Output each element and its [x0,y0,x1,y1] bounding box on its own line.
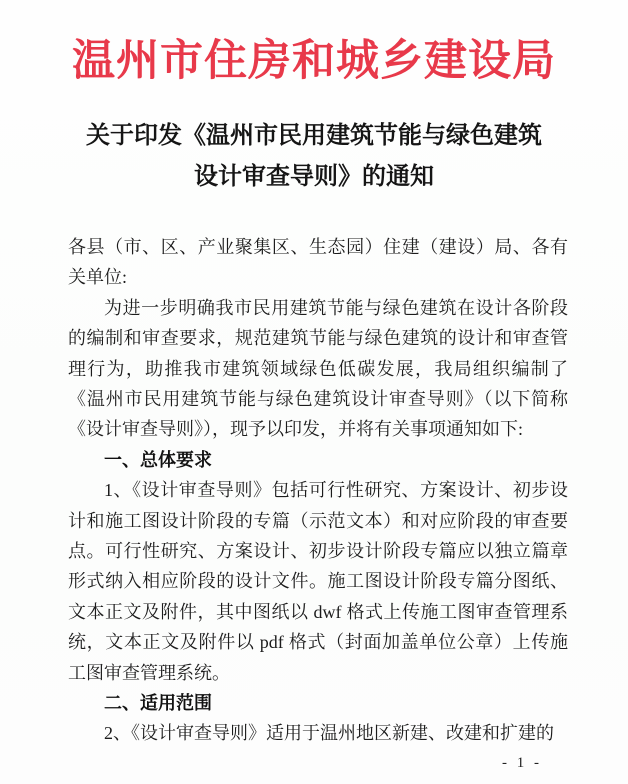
paragraph-intro: 为进一步明确我市民用建筑节能与绿色建筑在设计各阶段的编制和审查要求，规范建筑节能与绿色建筑的设计和审查管理行为，助推我市建筑领域绿色低碳发展，我局组织编制了《温州市民用建筑节能与绿色建筑设计审查导则》（以下简称《设计审查导则》），现予以印发，并将有关事项通知如下: [68,297,568,440]
salutation: 各县（市、区、产业聚集区、生态园）住建（建设）局、各有关单位: [68,236,568,288]
paragraph-item-2: 2、《设计审查导则》适用于温州地区新建、改建和扩建的 [104,723,554,744]
section-heading-scope: 二、适用范围 [104,692,212,713]
section-heading-general-requirements: 一、总体要求 [104,449,212,470]
agency-letterhead: 温州市住房和城乡建设局 [72,38,556,85]
document-title-line-2: 设计审查导则》的通知 [194,163,434,190]
document-title [0,116,628,198]
document-title-line-1: 关于印发《温州市民用建筑节能与绿色建筑 [86,122,542,149]
page-number: - 1 - [502,755,542,771]
paragraph-item-1: 1、《设计审查导则》包括可行性研究、方案设计、初步设计和施工图设计阶段的专篇（示范文本）和对应阶段的审查要点。可行性研究、方案设计、初步设计阶段专篇应以独立篇章形式纳入相应阶段的设计文件。施工图设计阶段专篇分图纸、文本正文及附件，其中图纸以 dwf 格式上传施工图审查管理系统，文本正文及附件以 pdf 格式（封面加盖单位公章）上传施工图审查管理系统。 [68,480,568,683]
document-body [68,232,568,749]
